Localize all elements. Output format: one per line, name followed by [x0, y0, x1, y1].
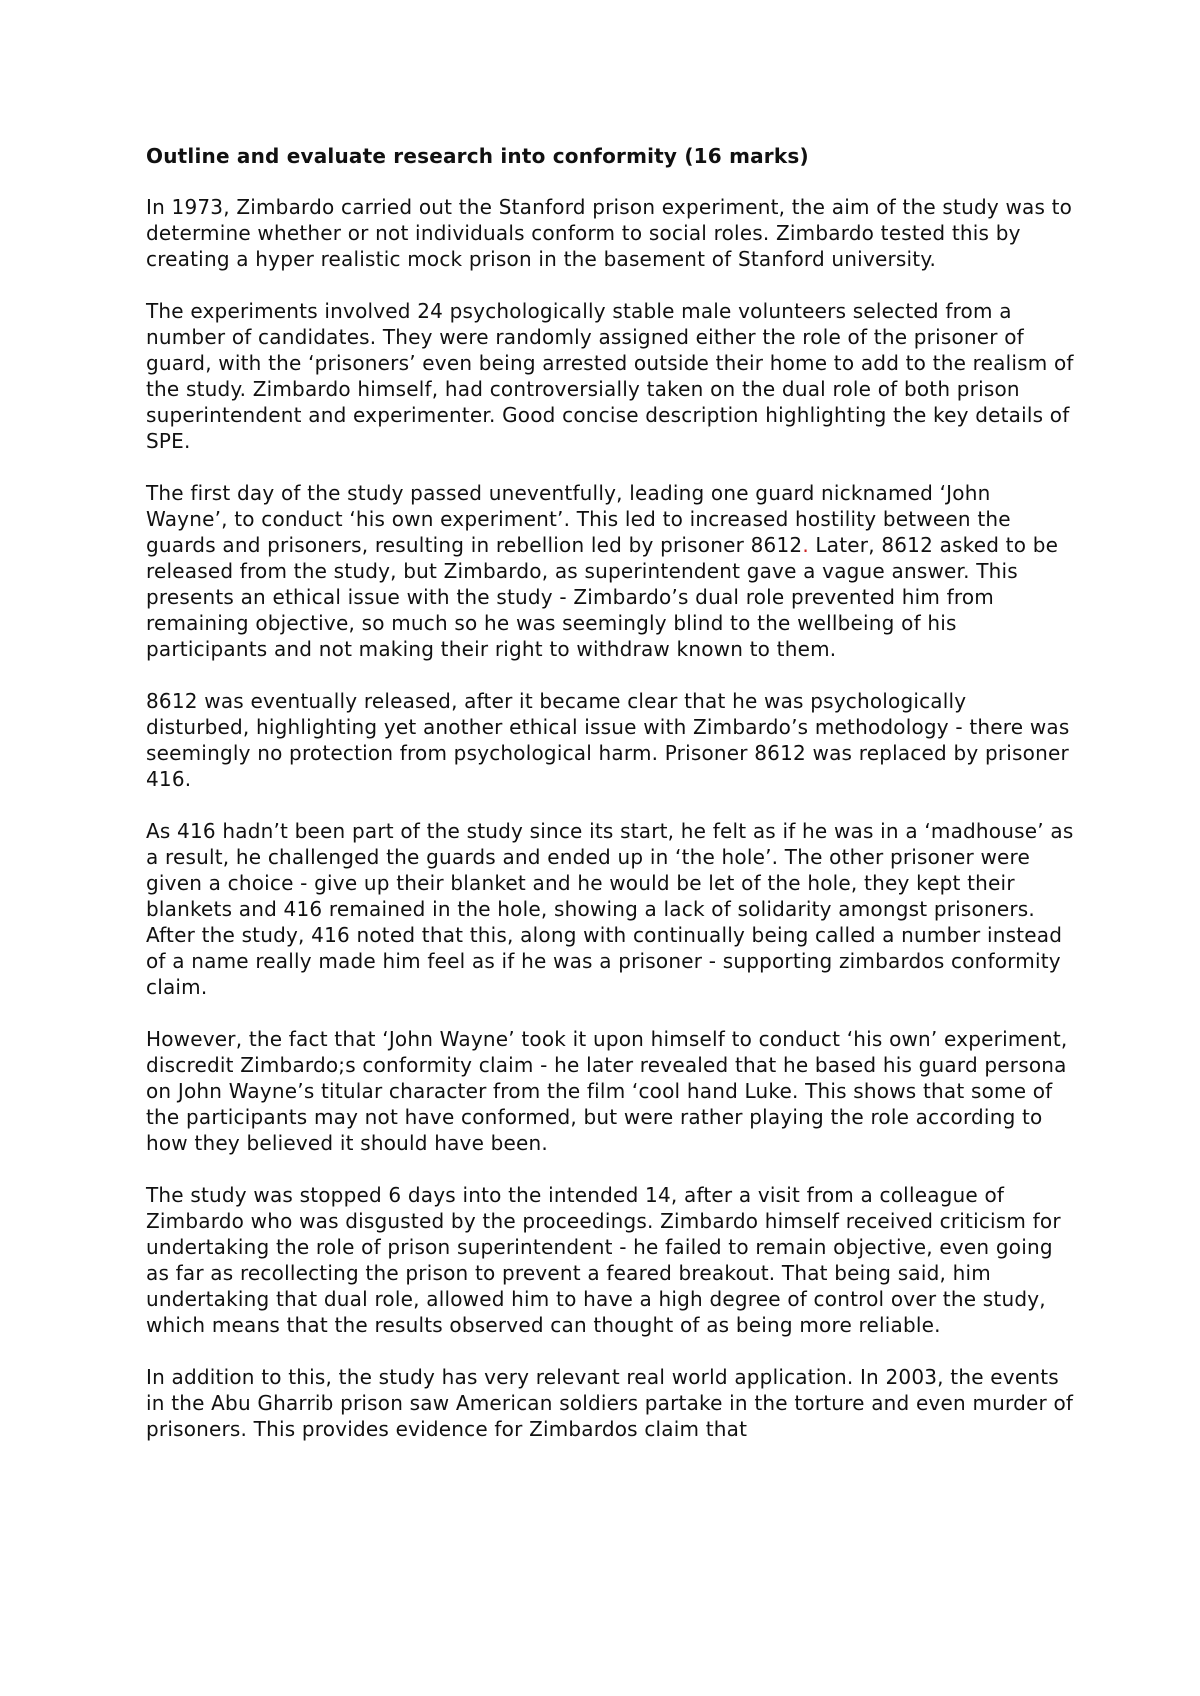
- highlight-mark: .: [802, 533, 809, 557]
- paragraph-2: The experiments involved 24 psychologically stable male volunteers selected from a number of candidates. They were randomly assigned either the role of the prisoner of guard, with the ‘prisoners’ even being arrested outside their home to add to the realism of the study. Zimbardo himself, had controversially taken on the dual role of both prison superintendent and experimenter. Good concise description highlighting the key details of SPE.: [146, 299, 1074, 453]
- paragraph-3: [146, 480, 1076, 662]
- paragraph-6: However, the fact that ‘John Wayne’ took it upon himself to conduct ‘his own’ experiment, discredit Zimbardo;s conformity claim - he later revealed that he based his guard persona on John Wayne’s titular character from the film ‘cool hand Luke. This shows that some of the participants may not have conformed, but were rather playing the role according to how they believed it should have been.: [146, 1027, 1068, 1155]
- paragraph-4: 8612 was eventually released, after it became clear that he was psychologically disturbed, highlighting yet another ethical issue with Zimbardo’s methodology - there was seemingly no protection from psychological harm. Prisoner 8612 was replaced by prisoner 416.: [146, 689, 1070, 791]
- paragraph-3-text-before: The first day of the study passed uneventfully, leading one guard nicknamed ‘John Wayne’, to conduct ‘his own experiment’. This led to increased hostility between the guards and prisoners, resulting in rebellion led by prisoner 8612: [146, 481, 1011, 557]
- paragraph-7: The study was stopped 6 days into the intended 14, after a visit from a colleague of Zimbardo who was disgusted by the proceedings. Zimbardo himself received criticism for undertaking the role of prison superintendent - he failed to remain objective, even going as far as recollecting the prison to prevent a feared breakout. That being said, him undertaking that dual role, allowed him to have a high degree of control over the study, which means that the results observed can thought of as being more reliable.: [146, 1183, 1061, 1337]
- paragraph-1: In 1973, Zimbardo carried out the Stanford prison experiment, the aim of the study was to determine whether or not individuals conform to social roles. Zimbardo tested this by creating a hyper realistic mock prison in the basement of Stanford university.: [146, 195, 1073, 271]
- paragraph-3-text-after: Later, 8612 asked to be released from the study, but Zimbardo, as superintendent gave a vague answer. This presents an ethical issue with the study - Zimbardo’s dual role prevented him from remaining objective, so much so he was seemingly blind to the wellbeing of his participants and not making their right to withdraw known to them.: [146, 533, 1059, 661]
- document-title: Outline and evaluate research into conformity (16 marks): [146, 144, 809, 168]
- paragraph-5: As 416 hadn’t been part of the study since its start, he felt as if he was in a ‘madhouse’ as a result, he challenged the guards and ended up in ‘the hole’. The other prisoner were given a choice - give up their blanket and he would be let of the hole, they kept their blankets and 416 remained in the hole, showing a lack of solidarity amongst prisoners. After the study, 416 noted that this, along with continually being called a number instead of a name really made him feel as if he was a prisoner - supporting zimbardos conformity claim.: [146, 819, 1074, 999]
- document-body: [146, 143, 1076, 1468]
- paragraph-8: In addition to this, the study has very relevant real world application. In 2003, the events in the Abu Gharrib prison saw American soldiers partake in the torture and even murder of prisoners. This provides evidence for Zimbardos claim that: [146, 1365, 1074, 1441]
